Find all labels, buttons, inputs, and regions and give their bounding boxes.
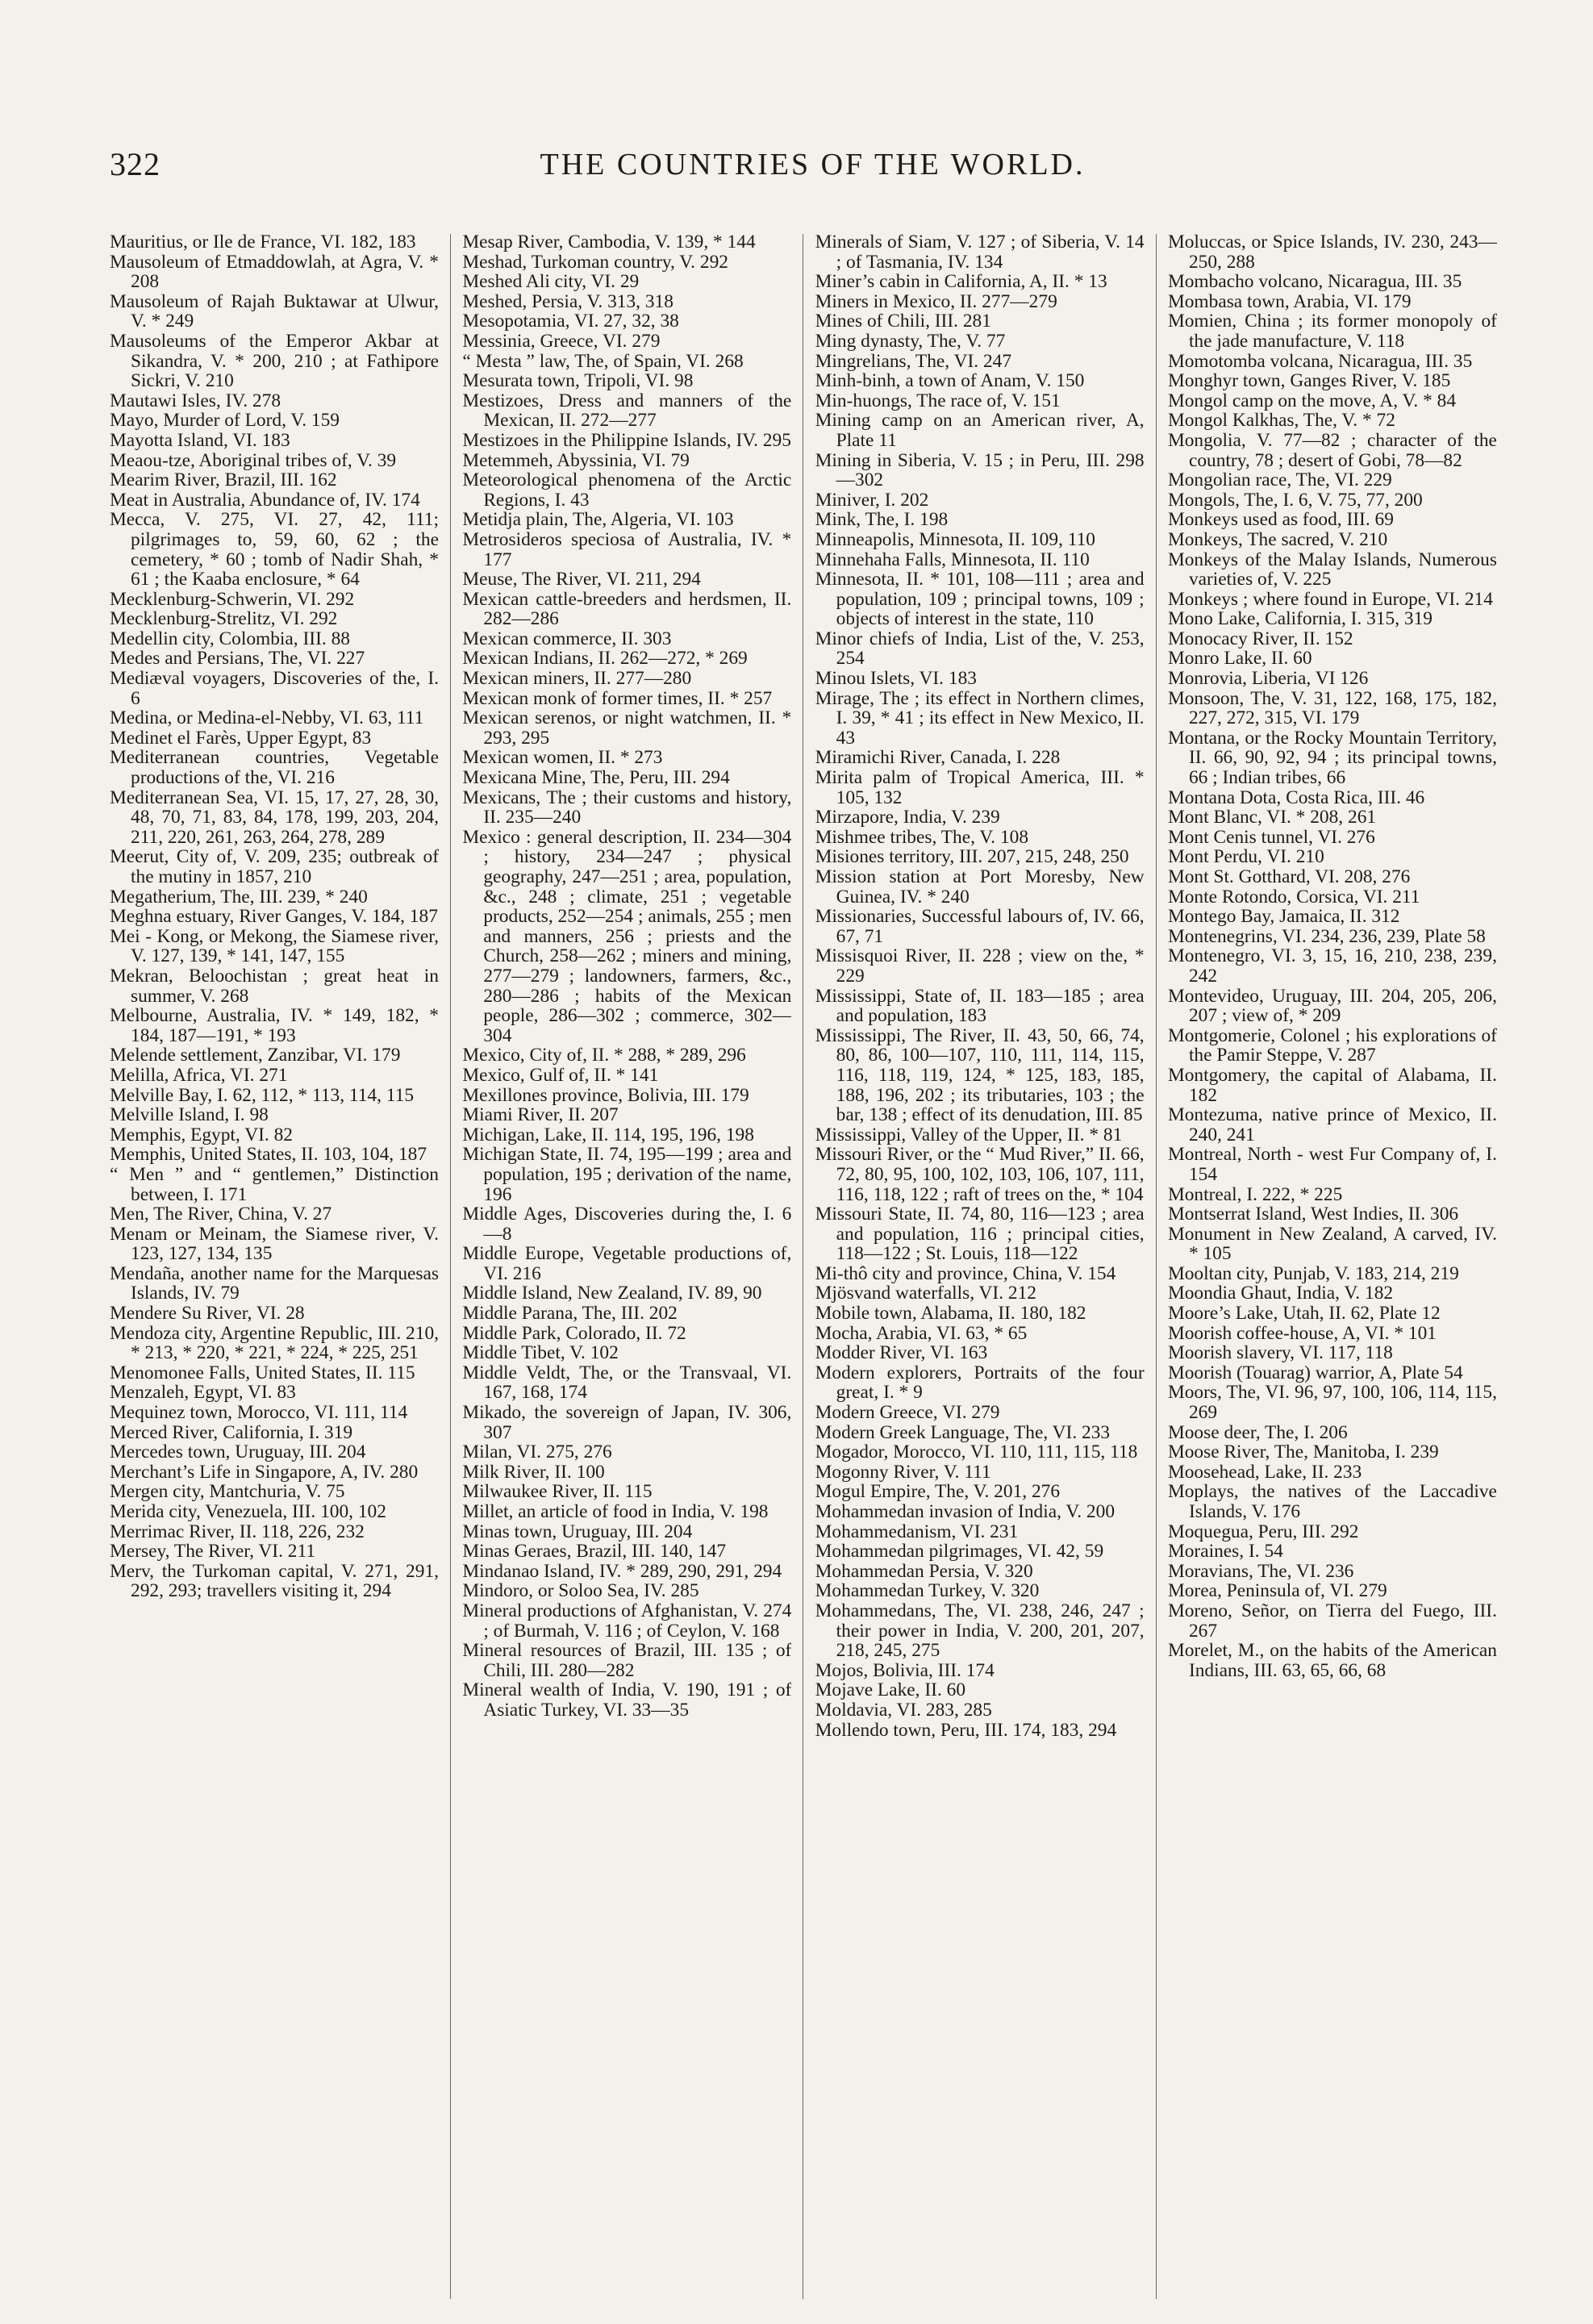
index-entry: Millet, an article of food in India, V. 198 bbox=[462, 1501, 769, 1522]
index-entry: Minnehaha Falls, Minnesota, II. 110 bbox=[815, 549, 1090, 570]
index-entry: Melville Bay, I. 62, 112, * 113, 114, 115 bbox=[110, 1084, 415, 1106]
index-entry: Merv, the Turkoman capital, V. 271, 291, 292, 293; travellers visiting it, 294 bbox=[110, 1560, 439, 1602]
index-entry: Mexicana Mine, The, Peru, III. 294 bbox=[462, 767, 730, 789]
index-entry: Minneapolis, Minnesota, II. 109, 110 bbox=[815, 528, 1095, 550]
index-entry: Mont St. Gotthard, VI. 208, 276 bbox=[1167, 866, 1411, 887]
index-entry: Monocacy River, II. 152 bbox=[1167, 628, 1353, 649]
index-entry: Mogonny River, V. 111 bbox=[815, 1461, 991, 1483]
index-entry: Mongolian race, The, VI. 229 bbox=[1167, 469, 1392, 491]
index-entry: Modern explorers, Portraits of the four great, I. * 9 bbox=[815, 1362, 1145, 1404]
index-entry: Mediæval voyagers, Discoveries of the, I. 6 bbox=[110, 668, 439, 709]
index-entry: Minnesota, II. * 101, 108—111 ; area and population, 109 ; principal towns, 109 ; objects of interest in the state, 110 bbox=[815, 569, 1145, 630]
index-entry: Meghna estuary, River Ganges, V. 184, 187 bbox=[110, 906, 438, 928]
index-entry: Montreal, I. 222, * 225 bbox=[1167, 1183, 1343, 1205]
index-entry: Mikado, the sovereign of Japan, IV. 306, 307 bbox=[462, 1402, 792, 1443]
index-entry: Morea, Peninsula of, VI. 279 bbox=[1167, 1580, 1387, 1602]
index-entry: Minou Islets, VI. 183 bbox=[815, 668, 977, 690]
index-entry: Mi-thô city and province, China, V. 154 bbox=[815, 1262, 1116, 1284]
index-entry: Modern Greece, VI. 279 bbox=[815, 1402, 1000, 1424]
index-entry: Menam or Meinam, the Siamese river, V. 123, 127, 134, 135 bbox=[110, 1223, 439, 1265]
index-entry: Mingrelians, The, VI. 247 bbox=[815, 350, 1012, 372]
index-entry: Minas town, Uruguay, III. 204 bbox=[462, 1521, 693, 1542]
running-head: THE COUNTRIES OF THE WORLD. bbox=[540, 148, 1086, 181]
index-entry: Megatherium, The, III. 239, * 240 bbox=[110, 886, 368, 907]
index-entry: Michigan State, II. 74, 195—199 ; area and population, 195 ; derivation of the name, 196 bbox=[462, 1144, 792, 1205]
index-entry: Metemmeh, Abyssinia, VI. 79 bbox=[462, 449, 690, 471]
index-entry: Mestizoes in the Philippine Islands, IV. 295 bbox=[462, 429, 791, 451]
index-entry: Mongolia, V. 77—82 ; character of the country, 78 ; desert of Gobi, 78—82 bbox=[1167, 429, 1497, 471]
index-entry: Mining camp on an American river, A, Plate 11 bbox=[815, 410, 1145, 451]
index-entry: Mendaña, another name for the Marquesas Islands, IV. 79 bbox=[110, 1262, 439, 1304]
index-entry: Mexican monk of former times, II. * 257 bbox=[462, 687, 773, 709]
index-entry: Moravians, The, VI. 236 bbox=[1167, 1560, 1354, 1582]
index-entry: Mestizoes, Dress and manners of the Mexican, II. 272—277 bbox=[462, 390, 792, 432]
index-entry: Mooltan city, Punjab, V. 183, 214, 219 bbox=[1167, 1262, 1459, 1284]
index-entry: Mautawi Isles, IV. 278 bbox=[110, 390, 281, 411]
index-entry: Merrimac River, II. 118, 226, 232 bbox=[110, 1521, 365, 1542]
index-entry: Mojave Lake, II. 60 bbox=[815, 1679, 966, 1701]
index-entry: Mexican cattle-breeders and herdsmen, II. 282—286 bbox=[462, 588, 792, 630]
index-entry: Monghyr town, Ganges River, V. 185 bbox=[1167, 370, 1451, 392]
index-entry: Metrosideros speciosa of Australia, IV. * 177 bbox=[462, 528, 792, 570]
index-entry: Metidja plain, The, Algeria, VI. 103 bbox=[462, 509, 734, 531]
index-entry: Memphis, United States, II. 103, 104, 187 bbox=[110, 1144, 427, 1166]
index-entry: Mauritius, or Ile de France, VI. 182, 183 bbox=[110, 232, 416, 252]
index-entry: Miner’s cabin in California, A, II. * 13 bbox=[815, 271, 1107, 293]
index-columns bbox=[110, 232, 1497, 2297]
index-entry: Mediterranean Sea, VI. 15, 17, 27, 28, 30, 48, 70, 71, 83, 84, 178, 199, 203, 204, 211, 220, 261, 263, 264, 278, 289 bbox=[110, 786, 439, 848]
index-entry: Montego Bay, Jamaica, II. 312 bbox=[1167, 906, 1400, 928]
index-entry: Monkeys used as food, III. 69 bbox=[1167, 509, 1394, 531]
index-column-3 bbox=[815, 232, 1145, 2297]
index-entry: Mont Cenis tunnel, VI. 276 bbox=[1167, 826, 1375, 848]
index-entry: Mexican Indians, II. 262—272, * 269 bbox=[462, 648, 748, 670]
index-entry: Mercedes town, Uruguay, III. 204 bbox=[110, 1442, 366, 1463]
index-entry: Mexico, Gulf of, II. * 141 bbox=[462, 1064, 659, 1086]
index-entry: Modder River, VI. 163 bbox=[815, 1342, 988, 1364]
index-entry: Mexillones province, Bolivia, III. 179 bbox=[462, 1084, 749, 1106]
index-entry: Mindoro, or Soloo Sea, IV. 285 bbox=[462, 1580, 699, 1602]
column-rule bbox=[1156, 234, 1157, 2299]
index-entry: Montana Dota, Costa Rica, III. 46 bbox=[1167, 786, 1425, 808]
index-entry: Mausoleum of Rajah Buktawar at Ulwur, V. * 249 bbox=[110, 290, 439, 332]
index-entry: Mohammedan Persia, V. 320 bbox=[815, 1560, 1033, 1582]
index-entry: Moorish slavery, VI. 117, 118 bbox=[1167, 1342, 1393, 1364]
index-entry: Meshad, Turkoman country, V. 292 bbox=[462, 251, 728, 273]
index-entry: Mergen city, Mantchuria, V. 75 bbox=[110, 1481, 345, 1503]
index-entry: Mogul Empire, The, V. 201, 276 bbox=[815, 1481, 1061, 1503]
index-entry: “ Mesta ” law, The, of Spain, VI. 268 bbox=[462, 350, 744, 372]
index-column-1 bbox=[110, 232, 439, 2297]
index-entry: Mecca, V. 275, VI. 27, 42, 111; pilgrimages to, 59, 60, 62 ; the cemetery, * 60 ; tomb of Nadir Shah, * 61 ; the Kaaba enclosure, * 64 bbox=[110, 509, 439, 590]
index-entry: Mexican commerce, II. 303 bbox=[462, 628, 672, 649]
index-entry: Messinia, Greece, VI. 279 bbox=[462, 330, 661, 352]
index-entry: Mishmee tribes, The, V. 108 bbox=[815, 826, 1029, 848]
index-entry: Memphis, Egypt, VI. 82 bbox=[110, 1124, 293, 1145]
index-entry: Meat in Australia, Abundance of, IV. 174 bbox=[110, 489, 420, 511]
index-entry: “ Men ” and “ gentlemen,” Distinction between, I. 171 bbox=[110, 1163, 439, 1205]
index-entry: Monument in New Zealand, A carved, IV. * 105 bbox=[1167, 1223, 1497, 1265]
index-entry: Mollendo town, Peru, III. 174, 183, 294 bbox=[815, 1719, 1117, 1741]
index-entry: Ming dynasty, The, V. 77 bbox=[815, 330, 1006, 352]
index-entry: Mongol Kalkhas, The, V. * 72 bbox=[1167, 410, 1395, 432]
index-entry: Melville Island, I. 98 bbox=[110, 1104, 269, 1126]
index-entry: Mont Perdu, VI. 210 bbox=[1167, 846, 1324, 868]
index-entry: Missouri State, II. 74, 80, 116—123 ; area and population, 116 ; principal cities, 118—122 ; St. Louis, 118—122 bbox=[815, 1204, 1145, 1265]
index-entry: Mekran, Beloochistan ; great heat in summer, V. 268 bbox=[110, 965, 439, 1007]
index-entry: Miami River, II. 207 bbox=[462, 1104, 619, 1126]
index-entry: Mequinez town, Morocco, VI. 111, 114 bbox=[110, 1402, 408, 1424]
index-entry: Mexico, City of, II. * 288, * 289, 296 bbox=[462, 1045, 746, 1066]
index-entry: Milwaukee River, II. 115 bbox=[462, 1481, 653, 1503]
index-entry: Meshed, Persia, V. 313, 318 bbox=[462, 290, 673, 312]
index-entry: Mexican serenos, or night watchmen, II. * 293, 295 bbox=[462, 707, 792, 749]
index-entry: Mindanao Island, IV. * 289, 290, 291, 294 bbox=[462, 1560, 782, 1582]
index-entry: Merced River, California, I. 319 bbox=[110, 1421, 353, 1443]
index-entry: Missionaries, Successful labours of, IV. 66, 67, 71 bbox=[815, 906, 1145, 947]
index-entry: Mexican women, II. * 273 bbox=[462, 747, 663, 769]
index-entry: Mediterranean countries, Vegetable productions of the, VI. 216 bbox=[110, 747, 439, 789]
index-entry: Misiones territory, III. 207, 215, 248, 250 bbox=[815, 846, 1129, 868]
index-entry: Monkeys ; where found in Europe, VI. 214 bbox=[1167, 588, 1493, 610]
index-entry: Monro Lake, II. 60 bbox=[1167, 648, 1312, 670]
index-entry: Mongols, The, I. 6, V. 75, 77, 200 bbox=[1167, 489, 1423, 511]
index-entry: Moorish coffee-house, A, VI. * 101 bbox=[1167, 1322, 1437, 1344]
index-entry: Moose deer, The, I. 206 bbox=[1167, 1421, 1348, 1443]
index-entry: Middle Park, Colorado, II. 72 bbox=[462, 1322, 686, 1344]
index-column-4 bbox=[1168, 232, 1497, 2297]
index-entry: Middle Parana, The, III. 202 bbox=[462, 1303, 678, 1325]
index-entry: Michigan, Lake, II. 114, 195, 196, 198 bbox=[462, 1124, 754, 1145]
index-entry: Milan, VI. 275, 276 bbox=[462, 1442, 612, 1463]
index-entry: Middle Tibet, V. 102 bbox=[462, 1342, 619, 1364]
index-entry: Moosehead, Lake, II. 233 bbox=[1167, 1461, 1362, 1483]
index-entry: Mojos, Bolivia, III. 174 bbox=[815, 1659, 995, 1681]
index-entry: Montana, or the Rocky Mountain Territory, II. 66, 90, 92, 94 ; its principal towns, 66 ; Indian tribes, 66 bbox=[1167, 727, 1497, 789]
index-entry: Mineral resources of Brazil, III. 135 ; of Chili, III. 280—282 bbox=[462, 1640, 792, 1681]
index-entry: Melilla, Africa, VI. 271 bbox=[110, 1064, 288, 1086]
index-entry: Monrovia, Liberia, VI 126 bbox=[1167, 668, 1369, 690]
index-entry: Medina, or Medina-el-Nebby, VI. 63, 111 bbox=[110, 707, 424, 729]
index-entry: Mendoza city, Argentine Republic, III. 210, * 213, * 220, * 221, * 224, * 225, 251 bbox=[110, 1322, 439, 1364]
index-entry: Mirita palm of Tropical America, III. * 105, 132 bbox=[815, 767, 1145, 808]
index-entry: Merchant’s Life in Singapore, A, IV. 280 bbox=[110, 1461, 419, 1483]
index-entry: Mesurata town, Tripoli, VI. 98 bbox=[462, 370, 694, 392]
index-entry: Mesopotamia, VI. 27, 32, 38 bbox=[462, 311, 679, 332]
column-rule bbox=[450, 234, 451, 2299]
index-entry: Montreal, North - west Fur Company of, I. 154 bbox=[1167, 1144, 1497, 1185]
index-entry: Mission station at Port Moresby, New Guinea, IV. * 240 bbox=[815, 866, 1145, 907]
index-entry: Mecklenburg-Strelitz, VI. 292 bbox=[110, 608, 338, 630]
index-entry: Momien, China ; its former monopoly of the jade manufacture, V. 118 bbox=[1167, 311, 1497, 352]
index-entry: Mink, The, I. 198 bbox=[815, 509, 949, 531]
index-entry: Menomonee Falls, United States, II. 115 bbox=[110, 1362, 415, 1383]
index-entry: Mexico : general description, II. 234—304 ; history, 234—247 ; physical geography, 247—251 ; area, population, &c., 248 ; climate, 251 ; vegetable products, 252—254 ; animals, 255 ; men and manners, 256 ; priests and the Church, 258—262 ; miners and mining, 277—279 ; landowners, farmers, &c., 280—286 ; habits of the Mexican people, 286—302 ; commerce, 302—304 bbox=[462, 826, 792, 1046]
index-entry: Mecklenburg-Schwerin, VI. 292 bbox=[110, 588, 355, 610]
index-entry: Moldavia, VI. 283, 285 bbox=[815, 1699, 992, 1721]
index-entry: Moplays, the natives of the Laccadive Islands, V. 176 bbox=[1167, 1481, 1497, 1522]
index-entry: Men, The River, China, V. 27 bbox=[110, 1204, 332, 1225]
index-entry: Mombasa town, Arabia, VI. 179 bbox=[1167, 290, 1412, 312]
index-entry: Middle Veldt, The, or the Transvaal, VI. 167, 168, 174 bbox=[462, 1362, 792, 1404]
index-column-2 bbox=[462, 232, 791, 2297]
index-entry: Melende settlement, Zanzibar, VI. 179 bbox=[110, 1045, 401, 1066]
index-entry: Mongol camp on the move, A, V. * 84 bbox=[1167, 390, 1457, 411]
index-entry: Miramichi River, Canada, I. 228 bbox=[815, 747, 1061, 769]
index-entry: Minerals of Siam, V. 127 ; of Siberia, V. 14 ; of Tasmania, IV. 134 bbox=[815, 232, 1145, 273]
index-entry: Melbourne, Australia, IV. * 149, 182, * 184, 187—191, * 193 bbox=[110, 1005, 439, 1046]
index-entry: Mineral wealth of India, V. 190, 191 ; of Asiatic Turkey, VI. 33—35 bbox=[462, 1679, 792, 1721]
index-entry: Mayotta Island, VI. 183 bbox=[110, 429, 290, 451]
index-entry: Montevideo, Uruguay, III. 204, 205, 206, 207 ; view of, * 209 bbox=[1167, 985, 1497, 1027]
index-entry: Moore’s Lake, Utah, II. 62, Plate 12 bbox=[1167, 1303, 1441, 1325]
index-entry: Milk River, II. 100 bbox=[462, 1461, 605, 1483]
index-entry: Medinet el Farès, Upper Egypt, 83 bbox=[110, 727, 372, 749]
index-entry: Mohammedan Turkey, V. 320 bbox=[815, 1580, 1040, 1602]
index-entry: Monte Rotondo, Corsica, VI. 211 bbox=[1167, 886, 1420, 907]
index-entry: Mirzapore, India, V. 239 bbox=[815, 807, 1000, 828]
index-entry: Mausoleum of Etmaddowlah, at Agra, V. * 208 bbox=[110, 251, 439, 293]
index-entry: Mendere Su River, VI. 28 bbox=[110, 1303, 305, 1325]
index-entry: Mines of Chili, III. 281 bbox=[815, 311, 991, 332]
index-entry: Moraines, I. 54 bbox=[1167, 1541, 1283, 1563]
index-entry: Moors, The, VI. 96, 97, 100, 106, 114, 115, 269 bbox=[1167, 1382, 1497, 1424]
index-entry: Middle Europe, Vegetable productions of, VI. 216 bbox=[462, 1243, 792, 1284]
index-entry: Miners in Mexico, II. 277—279 bbox=[815, 290, 1057, 312]
index-entry: Mont Blanc, VI. * 208, 261 bbox=[1167, 807, 1377, 828]
index-entry: Monkeys, The sacred, V. 210 bbox=[1167, 528, 1388, 550]
index-entry: Moorish (Touarag) warrior, A, Plate 54 bbox=[1167, 1362, 1463, 1383]
index-entry: Montgomerie, Colonel ; his explorations of the Pamir Steppe, V. 287 bbox=[1167, 1024, 1497, 1066]
index-entry: Miniver, I. 202 bbox=[815, 489, 929, 511]
index-entry: Min-huongs, The race of, V. 151 bbox=[815, 390, 1061, 411]
index-entry: Mexicans, The ; their customs and history, II. 235—240 bbox=[462, 786, 792, 828]
index-entry: Morelet, M., on the habits of the American Indians, III. 63, 65, 66, 68 bbox=[1167, 1640, 1497, 1681]
index-entry: Moondia Ghaut, India, V. 182 bbox=[1167, 1283, 1394, 1304]
index-entry: Montenegro, VI. 3, 15, 16, 210, 238, 239, 242 bbox=[1167, 945, 1497, 987]
index-entry: Menzaleh, Egypt, VI. 83 bbox=[110, 1382, 296, 1404]
index-entry: Meuse, The River, VI. 211, 294 bbox=[462, 569, 701, 590]
index-entry: Momotomba volcana, Nicaragua, III. 35 bbox=[1167, 350, 1473, 372]
index-entry: Mearim River, Brazil, III. 162 bbox=[110, 469, 337, 491]
index-entry: Minh-binh, a town of Anam, V. 150 bbox=[815, 370, 1085, 392]
index-entry: Medes and Persians, The, VI. 227 bbox=[110, 648, 365, 670]
index-entry: Medellin city, Colombia, III. 88 bbox=[110, 628, 350, 649]
index-entry: Missisquoi River, II. 228 ; view on the, * 229 bbox=[815, 945, 1145, 987]
index-entry: Moreno, Señor, on Tierra del Fuego, III. 267 bbox=[1167, 1600, 1497, 1642]
index-entry: Meteorological phenomena of the Arctic Regions, I. 43 bbox=[462, 469, 792, 511]
index-entry: Mombacho volcano, Nicaragua, III. 35 bbox=[1167, 271, 1462, 293]
index-entry: Mohammedans, The, VI. 238, 246, 247 ; their power in India, V. 200, 201, 207, 218, 245, 275 bbox=[815, 1600, 1145, 1662]
index-entry: Montezuma, native prince of Mexico, II. 240, 241 bbox=[1167, 1104, 1497, 1145]
index-entry: Minor chiefs of India, List of the, V. 253, 254 bbox=[815, 628, 1145, 670]
index-entry: Mohammedan pilgrimages, VI. 42, 59 bbox=[815, 1541, 1104, 1563]
index-entry: Mexican miners, II. 277—280 bbox=[462, 668, 692, 690]
index-entry: Mogador, Morocco, VI. 110, 111, 115, 118 bbox=[815, 1442, 1138, 1463]
index-entry: Mineral productions of Afghanistan, V. 274 ; of Burmah, V. 116 ; of Ceylon, V. 168 bbox=[462, 1600, 792, 1642]
index-entry: Montenegrins, VI. 234, 236, 239, Plate 58 bbox=[1167, 925, 1486, 947]
index-entry: Merida city, Venezuela, III. 100, 102 bbox=[110, 1501, 386, 1522]
index-entry: Mei - Kong, or Mekong, the Siamese river, V. 127, 139, * 141, 147, 155 bbox=[110, 925, 439, 967]
index-entry: Mono Lake, California, I. 315, 319 bbox=[1167, 608, 1432, 630]
index-entry: Mayo, Murder of Lord, V. 159 bbox=[110, 410, 340, 432]
index-entry: Mjösvand waterfalls, VI. 212 bbox=[815, 1283, 1036, 1304]
index-entry: Mississippi, Valley of the Upper, II. * 81 bbox=[815, 1124, 1123, 1145]
index-entry: Moquegua, Peru, III. 292 bbox=[1167, 1521, 1359, 1542]
index-entry: Monsoon, The, V. 31, 122, 168, 175, 182, 227, 272, 315, VI. 179 bbox=[1167, 687, 1497, 729]
index-entry: Mersey, The River, VI. 211 bbox=[110, 1541, 316, 1563]
index-entry: Middle Ages, Discoveries during the, I. 6—8 bbox=[462, 1204, 792, 1245]
index-entry: Mirage, The ; its effect in Northern climes, I. 39, * 41 ; its effect in New Mexico, II. 43 bbox=[815, 687, 1145, 749]
index-entry: Modern Greek Language, The, VI. 233 bbox=[815, 1421, 1111, 1443]
index-entry: Mississippi, The River, II. 43, 50, 66, 74, 80, 86, 100—107, 110, 111, 114, 115, 116, 118, 119, 124, * 125, 183, 185, 188, 196, 202 ; its tributaries, 103 ; the bar, 138 ; effect of its denudation, III. 85 bbox=[815, 1024, 1145, 1126]
index-entry: Mining in Siberia, V. 15 ; in Peru, III. 298—302 bbox=[815, 449, 1145, 491]
index-entry: Mississippi, State of, II. 183—185 ; area and population, 183 bbox=[815, 985, 1145, 1027]
page-number: 322 bbox=[110, 146, 161, 182]
index-entry: Meshed Ali city, VI. 29 bbox=[462, 271, 640, 293]
index-entry: Mausoleums of the Emperor Akbar at Sikandra, V. * 200, 210 ; at Fathipore Sickri, V. 210 bbox=[110, 330, 439, 392]
index-entry: Minas Geraes, Brazil, III. 140, 147 bbox=[462, 1541, 727, 1563]
index-entry: Middle Island, New Zealand, IV. 89, 90 bbox=[462, 1283, 762, 1304]
index-entry: Monkeys of the Malay Islands, Numerous varieties of, V. 225 bbox=[1167, 549, 1497, 590]
index-entry: Meaou-tze, Aboriginal tribes of, V. 39 bbox=[110, 449, 397, 471]
index-entry: Montserrat Island, West Indies, II. 306 bbox=[1167, 1204, 1459, 1225]
index-entry: Mobile town, Alabama, II. 180, 182 bbox=[815, 1303, 1086, 1325]
index-entry: Mohammedan invasion of India, V. 200 bbox=[815, 1501, 1116, 1522]
index-entry: Mocha, Arabia, VI. 63, * 65 bbox=[815, 1322, 1028, 1344]
index-entry: Moluccas, or Spice Islands, IV. 230, 243—250, 288 bbox=[1167, 232, 1497, 273]
index-entry: Mesap River, Cambodia, V. 139, * 144 bbox=[462, 232, 756, 252]
index-entry: Missouri River, or the “ Mud River,” II. 66, 72, 80, 95, 100, 102, 103, 106, 107, 111, 116, 118, 122 ; raft of trees on the, * 104 bbox=[815, 1144, 1145, 1205]
index-entry: Meerut, City of, V. 209, 235; outbreak of the mutiny in 1857, 210 bbox=[110, 846, 439, 887]
index-entry: Moose River, The, Manitoba, I. 239 bbox=[1167, 1442, 1439, 1463]
index-entry: Mohammedanism, VI. 231 bbox=[815, 1521, 1019, 1542]
index-entry: Montgomery, the capital of Alabama, II. 182 bbox=[1167, 1064, 1497, 1106]
